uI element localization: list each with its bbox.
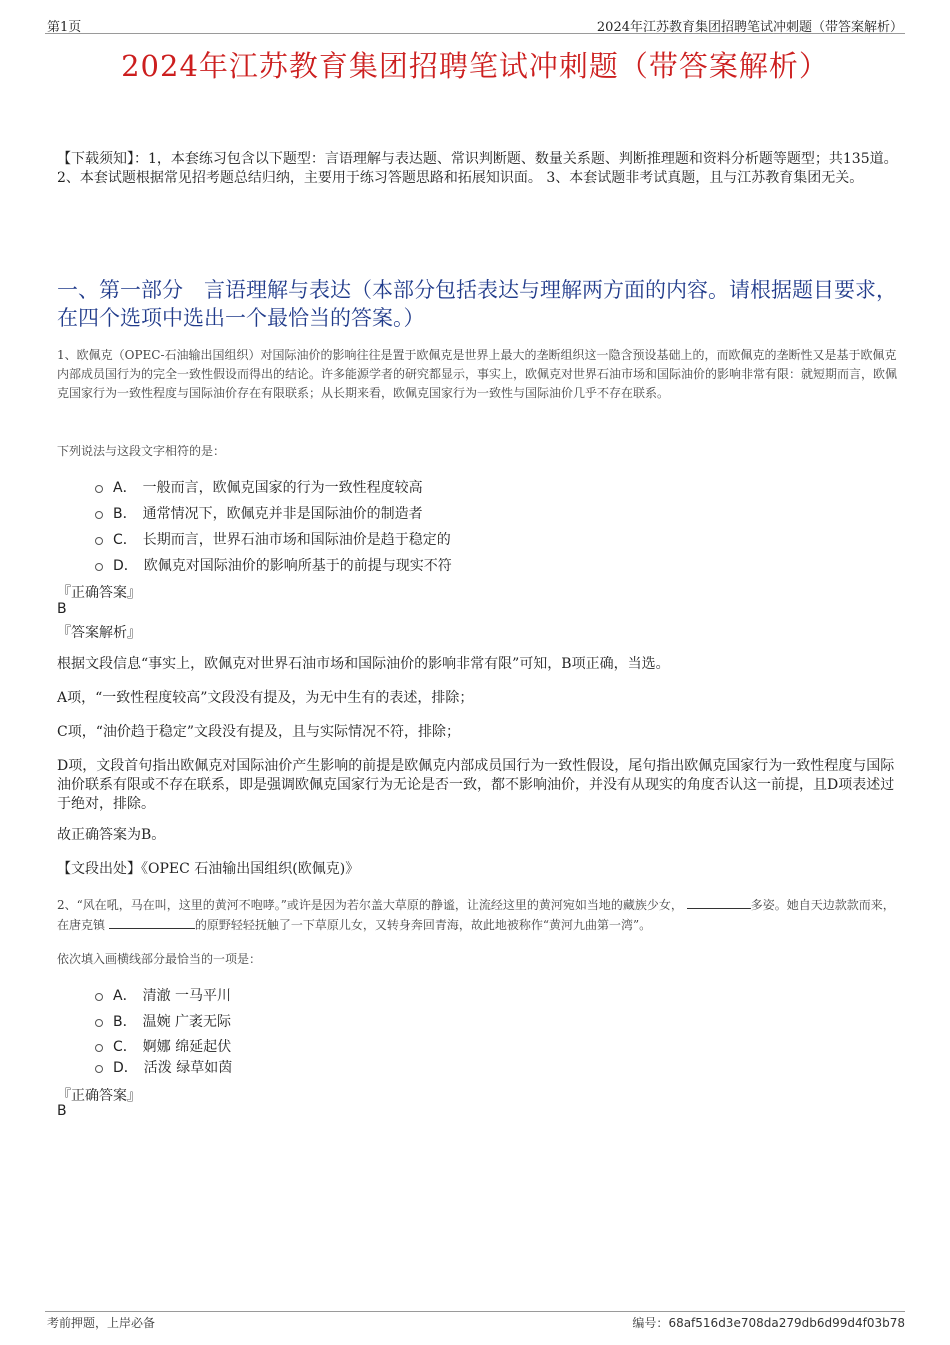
option-text: 温婉 广袤无际: [142, 1014, 232, 1030]
q1-analysis-para-3: C项，“油价趋于稳定”文段没有提及，且与实际情况不符，排除；: [57, 724, 461, 740]
q2-option-a[interactable]: [95, 985, 231, 1005]
option-text: 通常情况下，欧佩克并非是国际油价的制造者: [142, 506, 423, 522]
q1-option-c[interactable]: [95, 529, 451, 549]
q2-text-part-3: 的原野轻轻抚触了一下草原儿女，又转身奔回青海，故此地被称作“黄河九曲第一湾”。: [194, 918, 652, 932]
footer-slogan: 考前押题，上岸必备: [47, 1316, 156, 1330]
option-letter: D．: [113, 558, 138, 574]
footer-code: [632, 1314, 905, 1331]
option-letter: D．: [113, 1060, 138, 1076]
footer-code-label: 编号：: [632, 1316, 669, 1330]
option-text: 一般而言，欧佩克国家的行为一致性程度较高: [142, 480, 423, 496]
question-1-prompt: 下列说法与这段文字相符的是：: [57, 444, 226, 458]
header-doc-title: 2024年江苏教育集团招聘笔试冲刺题（带答案解析）: [596, 20, 903, 35]
q2-text-part-2: 多姿。她自天边款款而来，在唐克镇: [57, 898, 895, 932]
radio-icon[interactable]: [95, 563, 103, 571]
q1-analysis-para-1: 根据文段信息“事实上，欧佩克对世界石油市场和国际油价的影响非常有限”可知，B项正确，当选。: [57, 656, 670, 672]
q2-text-part-1: 2、“风在吼，马在叫，这里的黄河不咆哮。”或许是因为若尔盖大草原的静谧，让流经这里的黄河宛如当地的藏族少女，: [57, 898, 683, 912]
question-2-prompt: 依次填入画横线部分最恰当的一项是：: [57, 952, 262, 966]
q1-answer-label: 『正确答案』: [57, 585, 141, 601]
option-letter: A．: [113, 988, 137, 1004]
q2-option-c[interactable]: [95, 1036, 231, 1056]
q1-analysis-label: 『答案解析』: [57, 625, 141, 641]
page-number: 第1页: [47, 20, 82, 35]
radio-icon[interactable]: [95, 485, 103, 493]
footer-code-value: 68af516d3e708da279db6d99d4f03b78: [668, 1316, 905, 1330]
q1-source: 【文段出处】《OPEC 石油输出国组织(欧佩克)》: [57, 861, 360, 877]
radio-icon[interactable]: [95, 993, 103, 1001]
q1-option-b[interactable]: [95, 503, 423, 523]
q2-answer-value: B: [57, 1103, 67, 1119]
footer-divider: [45, 1311, 905, 1312]
option-letter: B．: [113, 1014, 137, 1030]
q1-answer-value: B: [57, 601, 67, 617]
q1-analysis-conclusion: 故正确答案为B。: [57, 827, 166, 843]
option-text: 欧佩克对国际油价的影响所基于的前提与现实不符: [143, 558, 452, 574]
page-title: 2024年江苏教育集团招聘笔试冲刺题（带答案解析）: [121, 49, 829, 83]
q2-blank-2: [109, 915, 195, 929]
option-text: 婀娜 绵延起伏: [142, 1039, 232, 1055]
radio-icon[interactable]: [95, 537, 103, 545]
option-text: 活泼 绿草如茵: [143, 1060, 233, 1076]
option-letter: C．: [113, 532, 137, 548]
question-2-text: [57, 895, 900, 935]
radio-icon[interactable]: [95, 511, 103, 519]
option-letter: C．: [113, 1039, 137, 1055]
q2-option-b[interactable]: [95, 1011, 231, 1031]
option-text: 长期而言，世界石油市场和国际油价是趋于稳定的: [142, 532, 451, 548]
q1-analysis-para-2: A项，“一致性程度较高”文段没有提及，为无中生有的表述，排除；: [57, 690, 474, 706]
radio-icon[interactable]: [95, 1065, 103, 1073]
option-letter: A．: [113, 480, 137, 496]
radio-icon[interactable]: [95, 1019, 103, 1027]
q2-option-d[interactable]: [95, 1057, 232, 1077]
radio-icon[interactable]: [95, 1044, 103, 1052]
section-heading: 一、第一部分 言语理解与表达（本部分包括表达与理解两方面的内容。请根据题目要求，在四个选项中选出一个最恰当的答案。）: [57, 278, 897, 330]
header-divider: [45, 33, 905, 34]
q1-analysis-para-4: D项，文段首句指出欧佩克对国际油价产生影响的前提是欧佩克内部成员国行为一致性假设，尾句指出欧佩克国家行为一致性程度与国际油价联系有限或不存在联系，即是强调欧佩克国家行为无论是否一致，都不影响油价，并没有从现实的角度否认这一前提，且D项表述过于绝对，排除。: [57, 758, 895, 812]
download-notice: 【下载须知】：1，本套练习包含以下题型：言语理解与表达题、常识判断题、数量关系题、判断推理题和资料分析题等题型；共135道。 2、本套试题根据常见招考题总结归纳，主要用于练习答题思路和拓展知识面。 3、本套试题非考试真题，且与江苏教育集团无关。: [57, 151, 898, 186]
q2-answer-label: 『正确答案』: [57, 1088, 141, 1104]
q1-option-d[interactable]: [95, 555, 452, 575]
option-text: 清澈 一马平川: [142, 988, 232, 1004]
question-1-text: 1、欧佩克（OPEC-石油输出国组织）对国际油价的影响往往是置于欧佩克是世界上最大的垄断组织这一隐含预设基础上的，而欧佩克的垄断性又是基于欧佩克内部成员国行为的完全一致性假设而得出的结论。许多能源学者的研究都显示，事实上，欧佩克对世界石油市场和国际油价的影响非常有限：就短期而言，欧佩克国家行为一致性程度与国际油价存在有限联系；从长期来看，欧佩克国家行为一致性与国际油价几乎不存在联系。: [57, 348, 898, 400]
q2-blank-1: [687, 895, 751, 909]
q1-option-a[interactable]: [95, 477, 423, 497]
option-letter: B．: [113, 506, 137, 522]
